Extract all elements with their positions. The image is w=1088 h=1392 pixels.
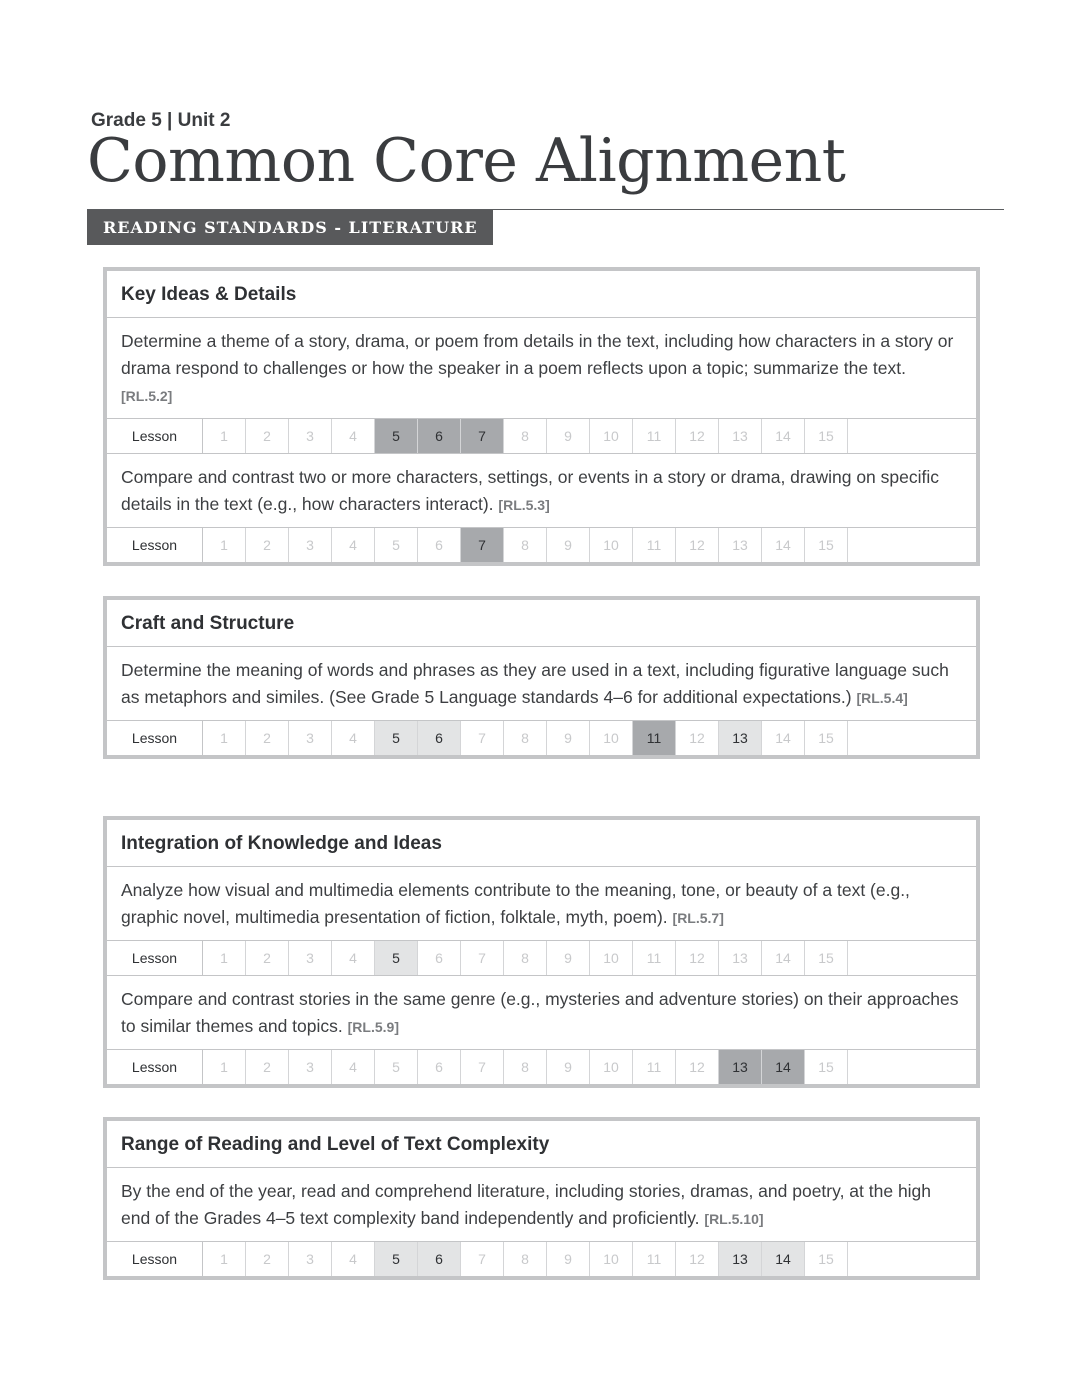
lesson-cell: 9 [547, 721, 590, 755]
lesson-cell: 1 [203, 721, 246, 755]
lesson-cell: 8 [504, 528, 547, 562]
lesson-cell: 1 [203, 1050, 246, 1084]
standard-text: By the end of the year, read and comprehend literature, including stories, dramas, and poetry, at the high end of the Grades 4–5 text complexity band independently and proficiently. [121, 1181, 932, 1228]
lesson-cell: 8 [504, 941, 547, 975]
lesson-cell: 3 [289, 941, 332, 975]
standard-code: [RL.5.9] [347, 1019, 399, 1035]
lesson-row [107, 941, 976, 976]
standard-text: Analyze how visual and multimedia elements contribute to the meaning, tone, or beauty of a text (e.g., graphic novel, multimedia presentation of fiction, folktale, myth, poem). [121, 880, 910, 927]
lesson-cell: 13 [719, 1050, 762, 1084]
standard-code: [RL.5.4] [856, 690, 908, 706]
standard-text: Determine the meaning of words and phrases as they are used in a text, including figurative language such as metaphors and similes. (See Grade 5 Language standards 4–6 for additional expectations.) [121, 660, 949, 707]
lesson-cell: 11 [633, 1242, 676, 1276]
lesson-cell: 4 [332, 941, 375, 975]
lesson-cell: 13 [719, 721, 762, 755]
lesson-cell: 1 [203, 941, 246, 975]
lesson-cell: 6 [418, 528, 461, 562]
lesson-cell: 11 [633, 721, 676, 755]
lesson-cell: 9 [547, 419, 590, 453]
lesson-cell: 13 [719, 419, 762, 453]
lesson-cell: 12 [676, 419, 719, 453]
lesson-cell: 15 [805, 941, 848, 975]
lesson-cell: 12 [676, 721, 719, 755]
lesson-cell: 4 [332, 419, 375, 453]
lesson-cell: 5 [375, 1050, 418, 1084]
lesson-cell: 5 [375, 419, 418, 453]
lesson-cell: 7 [461, 419, 504, 453]
lesson-cell: 8 [504, 1242, 547, 1276]
lesson-cell: 9 [547, 528, 590, 562]
lesson-cell: 15 [805, 419, 848, 453]
standard-code: [RL.5.3] [498, 497, 550, 513]
lesson-cell: 14 [762, 721, 805, 755]
lesson-row-spacer [848, 721, 976, 755]
lesson-cell: 5 [375, 1242, 418, 1276]
lesson-cell: 3 [289, 528, 332, 562]
lesson-cell: 1 [203, 528, 246, 562]
lesson-label: Lesson [107, 419, 203, 453]
lesson-row-spacer [848, 419, 976, 453]
lesson-cell: 14 [762, 941, 805, 975]
grade-unit-label: Grade 5 | Unit 2 [91, 110, 231, 131]
standard-code: [RL.5.10] [704, 1211, 764, 1227]
lesson-cell: 10 [590, 941, 633, 975]
lesson-label: Lesson [107, 1242, 203, 1276]
lesson-cell: 12 [676, 941, 719, 975]
standard-section [103, 816, 980, 1088]
lesson-cell: 12 [676, 528, 719, 562]
lesson-cell: 10 [590, 528, 633, 562]
standard-code: [RL.5.2] [121, 388, 173, 404]
lesson-cell: 12 [676, 1050, 719, 1084]
lesson-cell: 9 [547, 941, 590, 975]
standard-section [103, 596, 980, 759]
lesson-row-spacer [848, 941, 976, 975]
standard-description [107, 318, 976, 419]
lesson-cell: 14 [762, 528, 805, 562]
lesson-cell: 4 [332, 528, 375, 562]
lesson-cell: 8 [504, 721, 547, 755]
lesson-cell: 1 [203, 1242, 246, 1276]
lesson-cell: 7 [461, 528, 504, 562]
standard-code: [RL.5.7] [672, 910, 724, 926]
lesson-cell: 4 [332, 721, 375, 755]
lesson-row-spacer [848, 1242, 976, 1276]
lesson-cell: 6 [418, 1242, 461, 1276]
section-heading: Range of Reading and Level of Text Complexity [107, 1121, 976, 1168]
lesson-cell: 6 [418, 1050, 461, 1084]
lesson-cell: 2 [246, 941, 289, 975]
lesson-cell: 6 [418, 941, 461, 975]
lesson-cell: 3 [289, 1050, 332, 1084]
lesson-cell: 2 [246, 528, 289, 562]
lesson-cell: 9 [547, 1050, 590, 1084]
lesson-cell: 7 [461, 941, 504, 975]
lesson-label: Lesson [107, 941, 203, 975]
standard-description [107, 867, 976, 941]
lesson-cell: 2 [246, 721, 289, 755]
lesson-cell: 1 [203, 419, 246, 453]
lesson-cell: 9 [547, 1242, 590, 1276]
lesson-cell: 11 [633, 1050, 676, 1084]
lesson-cell: 3 [289, 419, 332, 453]
lesson-cell: 14 [762, 1242, 805, 1276]
lesson-cell: 10 [590, 721, 633, 755]
lesson-row [107, 721, 976, 755]
lesson-cell: 5 [375, 721, 418, 755]
lesson-cell: 11 [633, 419, 676, 453]
lesson-label: Lesson [107, 1050, 203, 1084]
category-tab: READING STANDARDS - LITERATURE [87, 210, 493, 245]
lesson-row [107, 419, 976, 454]
lesson-cell: 13 [719, 528, 762, 562]
lesson-cell: 15 [805, 1050, 848, 1084]
lesson-cell: 5 [375, 528, 418, 562]
lesson-cell: 10 [590, 1050, 633, 1084]
lesson-row-spacer [848, 1050, 976, 1084]
lesson-cell: 7 [461, 1242, 504, 1276]
lesson-cell: 14 [762, 419, 805, 453]
section-heading: Craft and Structure [107, 600, 976, 647]
lesson-cell: 6 [418, 419, 461, 453]
lesson-cell: 2 [246, 1242, 289, 1276]
lesson-cell: 2 [246, 1050, 289, 1084]
lesson-cell: 4 [332, 1242, 375, 1276]
lesson-cell: 10 [590, 1242, 633, 1276]
lesson-label: Lesson [107, 528, 203, 562]
standard-section [103, 267, 980, 566]
lesson-cell: 6 [418, 721, 461, 755]
lesson-cell: 15 [805, 528, 848, 562]
standard-description [107, 1168, 976, 1242]
section-heading: Integration of Knowledge and Ideas [107, 820, 976, 867]
lesson-label: Lesson [107, 721, 203, 755]
lesson-cell: 3 [289, 721, 332, 755]
lesson-cell: 13 [719, 941, 762, 975]
standard-text: Compare and contrast stories in the same genre (e.g., mysteries and adventure stories) on their approaches to similar themes and topics. [121, 989, 959, 1036]
page-title: Common Core Alignment [87, 126, 846, 196]
lesson-cell: 15 [805, 1242, 848, 1276]
section-heading: Key Ideas & Details [107, 271, 976, 318]
lesson-row [107, 528, 976, 562]
lesson-cell: 11 [633, 941, 676, 975]
standard-text: Compare and contrast two or more characters, settings, or events in a story or drama, drawing on specific details in the text (e.g., how characters interact). [121, 467, 939, 514]
lesson-row [107, 1050, 976, 1084]
lesson-cell: 5 [375, 941, 418, 975]
standard-description [107, 647, 976, 721]
lesson-cell: 2 [246, 419, 289, 453]
lesson-cell: 7 [461, 721, 504, 755]
lesson-cell: 15 [805, 721, 848, 755]
lesson-row-spacer [848, 528, 976, 562]
lesson-row [107, 1242, 976, 1276]
lesson-cell: 11 [633, 528, 676, 562]
standard-description [107, 454, 976, 528]
lesson-cell: 8 [504, 1050, 547, 1084]
standard-description [107, 976, 976, 1050]
lesson-cell: 3 [289, 1242, 332, 1276]
lesson-cell: 10 [590, 419, 633, 453]
lesson-cell: 12 [676, 1242, 719, 1276]
lesson-cell: 14 [762, 1050, 805, 1084]
lesson-cell: 7 [461, 1050, 504, 1084]
lesson-cell: 4 [332, 1050, 375, 1084]
standard-section [103, 1117, 980, 1280]
lesson-cell: 13 [719, 1242, 762, 1276]
standard-text: Determine a theme of a story, drama, or poem from details in the text, including how characters in a story or drama respond to challenges or how the speaker in a poem reflects upon a topic; summarize the text. [121, 331, 954, 378]
lesson-cell: 8 [504, 419, 547, 453]
